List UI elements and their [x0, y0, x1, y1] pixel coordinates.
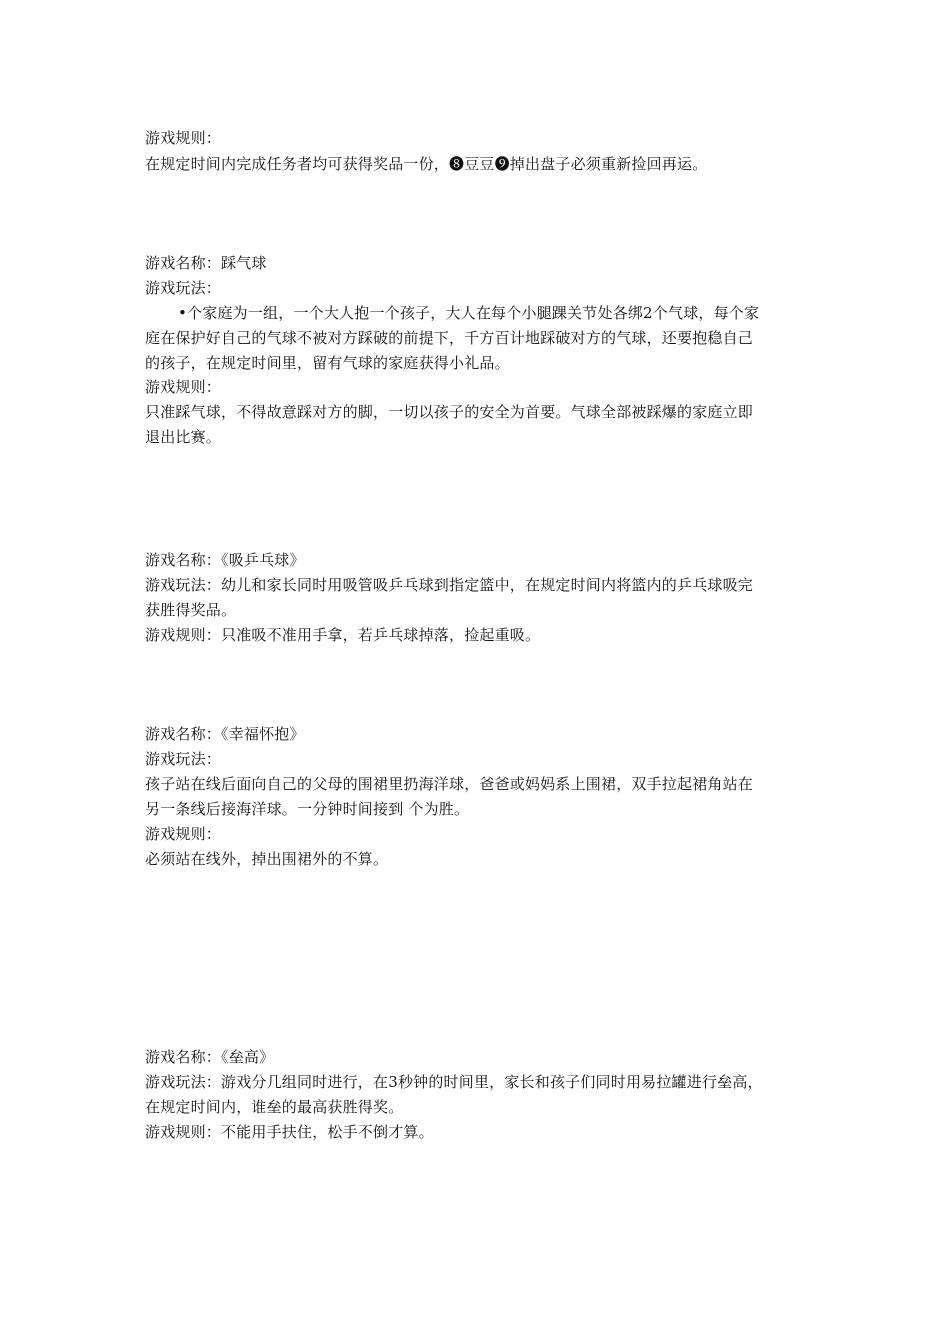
section4-rules-text: 必须站在线外，掉出围裙外的不算。 [145, 850, 389, 868]
section3-play-text-2: 获胜得奖品。 [145, 601, 237, 619]
section5-name-line: 游戏名称：《垒高》 [145, 1048, 275, 1066]
section4-play-text-2: 另一条线后接海洋球。一分钟时间接到 个为胜。 [145, 800, 470, 818]
section2-rules-text-1: 只准踩气球，不得故意踩对方的脚，一切以孩子的安全为首要。气球全部被踩爆的家庭立即 [145, 403, 754, 421]
section4-name-line: 游戏名称：《幸福怀抱》 [145, 725, 305, 743]
section4-play-text-1: 孩子站在线后面向自己的父母的围裙里扔海洋球，爸爸或妈妈系上围裙，双手拉起裙角站在 [145, 775, 754, 793]
section2-play-text-3: 的孩子，在规定时间里，留有气球的家庭获得小礼品。 [145, 354, 510, 372]
section3-name-line: 游戏名称：《吸乒乓球》 [145, 551, 305, 569]
section2-name-line: 游戏名称：踩气球 [145, 254, 267, 272]
section2-rules-label: 游戏规则： [145, 378, 222, 396]
section5-play-text-2: 在规定时间内，谁垒的最高获胜得奖。 [145, 1098, 404, 1116]
section2-play-label: 游戏玩法： [145, 279, 222, 297]
section2-play-text-1: •个家庭为一组，一个大人抱一个孩子，大人在每个小腿踝关节处各绑2个气球，每个家 [178, 304, 760, 322]
section1-rules-label: 游戏规则： [145, 129, 222, 147]
section2-rules-text-2: 退出比赛。 [145, 428, 222, 446]
section4-rules-label: 游戏规则： [145, 825, 222, 843]
section1-rules-text: 在规定时间内完成任务者均可获得奖品一份，❽豆豆❾掉出盘子必须重新捡回再运。 [145, 155, 708, 173]
section3-rules-text: 游戏规则：只准吸不准用手拿，若乒乓球掉落，捡起重吸。 [145, 626, 541, 644]
section4-play-label: 游戏玩法： [145, 750, 222, 768]
section3-play-text-1: 游戏玩法：幼儿和家长同时用吸管吸乒乓球到指定篮中，在规定时间内将篮内的乒乓球吸完 [145, 576, 754, 594]
section5-rules-text: 游戏规则：不能用手扶住，松手不倒才算。 [145, 1123, 434, 1141]
section2-play-text-2: 庭在保护好自己的气球不被对方踩破的前提下，千方百计地踩破对方的气球，还要抱稳自己 [145, 329, 754, 347]
section5-play-text-1: 游戏玩法：游戏分几组同时进行，在3秒钟的时间里，家长和孩子们同时用易拉罐进行垒高， [145, 1073, 763, 1091]
